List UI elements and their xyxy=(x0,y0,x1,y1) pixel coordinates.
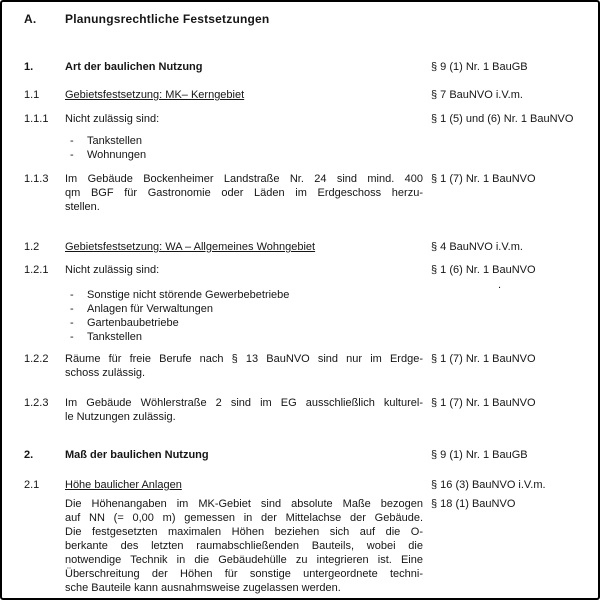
clause-1-1-1 xyxy=(24,112,594,126)
clause-number: 1.2.2 xyxy=(24,353,49,365)
list-item xyxy=(65,134,423,148)
clause-1 xyxy=(24,60,594,74)
text-line: Im Gebäude Wöhlerstraße 2 sind im EG ausschließlich kulturel- xyxy=(65,397,423,409)
clause-text: Nicht zulässig sind: xyxy=(65,113,160,125)
list-item xyxy=(65,148,423,162)
clause-title: Höhe baulicher Anlagen xyxy=(65,479,182,491)
dash-bullet: - xyxy=(70,303,74,315)
list-item-label: Tankstellen xyxy=(87,135,143,147)
text-line: Räume für freie Berufe nach § 13 BauNVO sind nur im Erdge- xyxy=(65,353,423,365)
text-line: le Nutzungen zulässig. xyxy=(65,411,176,423)
clause-number: 2. xyxy=(24,449,34,461)
clause-title: Art der baulichen Nutzung xyxy=(65,61,203,73)
clause-number: 1.1.1 xyxy=(24,113,49,125)
list-item-label: Sonstige nicht störende Gewerbebetriebe xyxy=(87,289,290,301)
dash-bullet: - xyxy=(70,135,74,147)
legal-reference: § 9 (1) Nr. 1 BauGB xyxy=(431,449,528,461)
text-line: Die festgesetzten maximalen Höhen beziehen sich auf die O- xyxy=(65,526,423,538)
section-number: A. xyxy=(24,12,37,26)
clause-number: 1.1.3 xyxy=(24,173,49,185)
dash-bullet: - xyxy=(70,317,74,329)
legal-reference: § 7 BauNVO i.V.m. xyxy=(431,89,523,101)
legal-reference: § 16 (3) BauNVO i.V.m. xyxy=(431,479,546,491)
text-line: auf NN (= 0,00 m) gemessen in der Mittelachse der Gebäude. xyxy=(65,512,423,524)
clause-title: Gebietsfestsetzung: MK– Kerngebiet xyxy=(65,89,245,101)
legal-reference: § 1 (5) und (6) Nr. 1 BauNVO xyxy=(431,113,574,125)
text-line: schoss zulässig. xyxy=(65,367,146,379)
legal-reference: § 4 BauNVO i.V.m. xyxy=(431,241,523,253)
clause-text xyxy=(65,497,423,595)
list-item xyxy=(65,302,423,316)
list-item xyxy=(65,316,423,330)
text-line: notwendige Technik in die Gebäudehülle zu integrieren ist. Eine xyxy=(65,554,423,566)
legal-reference: § 18 (1) BauNVO xyxy=(431,498,516,510)
legal-reference: § 9 (1) Nr. 1 BauGB xyxy=(431,61,528,73)
clause-2 xyxy=(24,448,594,462)
clause-text xyxy=(65,396,423,424)
legal-reference: § 1 (6) Nr. 1 BauNVO xyxy=(431,264,536,276)
clause-number: 1.2.3 xyxy=(24,397,49,409)
text-line: Überschreitung der Höhen für sonstige untergeordnete techni- xyxy=(65,568,423,580)
clause-text xyxy=(65,172,423,214)
list-item-label: Tankstellen xyxy=(87,331,143,343)
legal-reference: § 1 (7) Nr. 1 BauNVO xyxy=(431,397,536,409)
list-item-label: Gartenbaubetriebe xyxy=(87,317,179,329)
text-line: berkante des letzten raumabschließenden Bauteils, wobei die xyxy=(65,540,423,552)
clause-2-1-text xyxy=(24,497,594,595)
list-item xyxy=(65,330,423,344)
clause-title: Gebietsfestsetzung: WA – Allgemeines Wohngebiet xyxy=(65,241,316,253)
clause-number: 2.1 xyxy=(24,479,40,491)
clause-number: 1.2 xyxy=(24,241,40,253)
clause-1-2-2 xyxy=(24,352,594,380)
clause-title: Maß der baulichen Nutzung xyxy=(65,449,209,461)
dash-bullet: - xyxy=(70,289,74,301)
clause-number: 1.1 xyxy=(24,89,40,101)
list-item-label: Wohnungen xyxy=(87,149,147,161)
legal-reference: § 1 (7) Nr. 1 BauNVO xyxy=(431,173,536,185)
clause-2-1 xyxy=(24,478,594,492)
clause-1-2-3 xyxy=(24,396,594,424)
bullet-list-wa xyxy=(24,288,594,344)
clause-text xyxy=(65,352,423,380)
stray-dot-artifact: . xyxy=(498,279,502,291)
text-line: stellen. xyxy=(65,201,100,213)
clause-text: Nicht zulässig sind: xyxy=(65,264,160,276)
clause-number: 1.2.1 xyxy=(24,264,49,276)
section-title: Planungsrechtliche Festsetzungen xyxy=(65,12,270,26)
text-line: Die Höhenangaben im MK-Gebiet sind absolute Maße bezogen xyxy=(65,498,423,510)
clause-number: 1. xyxy=(24,61,34,73)
text-line: sche Bauteile kann ausnahmsweise zugelassen werden. xyxy=(65,582,341,594)
clause-1-2 xyxy=(24,240,594,254)
text-line: qm BGF für Gastronomie oder Läden im Erdgeschoss herzu- xyxy=(65,187,423,199)
clause-1-1-3 xyxy=(24,172,594,214)
legal-reference: § 1 (7) Nr. 1 BauNVO xyxy=(431,353,536,365)
section-heading-a xyxy=(24,12,594,27)
bullet-list-mk xyxy=(24,134,594,162)
clause-1-2-1 xyxy=(24,263,594,277)
dash-bullet: - xyxy=(70,331,74,343)
text-line: Im Gebäude Bockenheimer Landstraße Nr. 24 sind mind. 400 xyxy=(65,173,423,185)
clause-1-1 xyxy=(24,88,594,102)
list-item xyxy=(65,288,423,302)
list-item-label: Anlagen für Verwaltungen xyxy=(87,303,213,315)
dash-bullet: - xyxy=(70,149,74,161)
